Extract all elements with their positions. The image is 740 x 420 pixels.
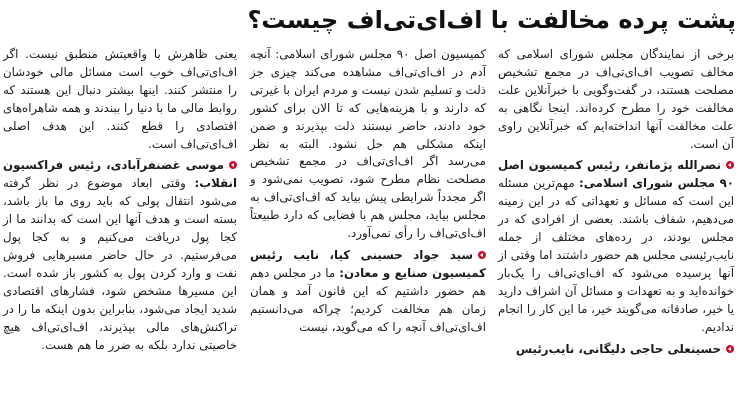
column-first	[498, 44, 734, 420]
quote-text: مهم‌ترین مسئله این است که مسائل و تعهداتی که در این زمینه می‌دهیم، شفاف باشند. بعضی از افرادی که در مجلس بودند، در رده‌های مختلف از جمله نایب‌رئیسی مجلس هم حضور داشتند اما وقتی از آنها پرسیده می‌شود که اف‌ای‌تی‌اف را یک‌بار خوانده‌اید و به تعهدات و مسائل آن اشراف دارید یا خیر، صادقانه می‌گویند خیر، ما این کار را انجام ندادیم.	[498, 176, 734, 334]
column-third	[3, 44, 237, 420]
continuation-paragraph: یعنی ظاهرش با واقعیتش منطبق نیست. اگر اف‌ای‌تی‌اف خوب است مسائل مالی خودشان را منتشر کنند. اینها بیشتر دنبال این هستند که روابط مالی ما با دنیا را ببندند و همه شاهراه‌های اقتصادی را قطع کنند. این هدف اصلی اف‌ای‌تی‌اف است.	[3, 47, 237, 151]
quote-text: ما در مجلس دهم هم حضور داشتیم که این قانون آمد و همان زمان هم مخالفت کردیم؛ چراکه می‌دانستیم اف‌ای‌تی‌اف آنچه را که می‌گوید، نیست	[250, 265, 486, 334]
intro-paragraph: برخی از نمایندگان مجلس شورای اسلامی که مخالف تصویب اف‌ای‌تی‌اف در مجمع تشخیص مصلحت هستند، در گفت‌وگویی با خبرآنلاین علت مخالفت خود را مطرح کرده‌اند. اینجا نگاهی به علت مخالفت آنها انداخته‌ایم که خبرآنلاین راوی آن است.	[498, 47, 734, 151]
speaker-name: موسی غضنفرآبادی، رئیس فراکسیون انقلاب:	[3, 158, 237, 191]
quote-pezhmanfar	[498, 157, 734, 336]
column-second	[250, 44, 486, 420]
quote-ghazanfarabadi	[3, 157, 237, 354]
quote-hosseinikia	[250, 247, 486, 337]
quote-dalgani	[498, 341, 734, 359]
red-bullet-icon	[726, 161, 734, 169]
article-body	[0, 44, 740, 420]
quote-text: وقتی ابعاد موضوع در نظر گرفته می‌شود انتقال پولی که باید روی ما باز باشد، بسته است و هدف آنها این است که بدانند ما از کجا پول دریافت می‌کنیم و به کجا پول می‌فرستیم. در حال حاضر مسیرهایی فروش نفت و وارد کردن پول به کشور باز شده است. این مسیرها مشخص شود، فشارهای اقتصادی شدید ایجاد می‌شود، بنابراین بدون اینکه ما را در تراکنش‌های مالی بپذیرند، اف‌ای‌تی‌اف هیچ خاصیتی ندارد بلکه به ضرر ما هم هست.	[3, 176, 237, 352]
red-bullet-icon	[726, 345, 734, 353]
headline: پشت پرده مخالفت با اف‌ای‌تی‌اف چیست؟	[247, 6, 736, 34]
speaker-name: حسینعلی حاجی دلیگانی، نایب‌رئیس	[515, 341, 721, 356]
speaker-name: نصرالله پژمانفر، رئیس کمیسیون اصل ۹۰ مجلس شورای اسلامی:	[498, 158, 734, 191]
red-bullet-icon	[478, 251, 486, 259]
continuation-paragraph: کمیسیون اصل ۹۰ مجلس شورای اسلامی: آنچه آدم در اف‌ای‌تی‌اف مشاهده می‌کند چیزی جز ذلت و تسلیم شدن نیست و مردم ایران با غیرتی که دارند و با هزینه‌هایی که تا الان برای کشور خود دادند، حاضر نیستند ذلت بپذیرند و ضمن اینکه مشکلی هم حل نشود. البته به نظر می‌رسد اگر اف‌ای‌تی‌اف در مجمع تشخیص مصلحت نظام مطرح شود، تصویب نمی‌شود و اگر مجدداً شرایطی پیش بیاید که اف‌ای‌تی‌اف به مجلس بیاید، مجلس هم با فضایی که دارد طبیعتاً اف‌ای‌تی‌اف را رأی نمی‌آورد.	[250, 47, 486, 241]
red-bullet-icon	[229, 161, 237, 169]
speaker-name: سید جواد حسینی کیا، نایب رئیس کمیسیون صنایع و معادن:	[250, 247, 487, 280]
